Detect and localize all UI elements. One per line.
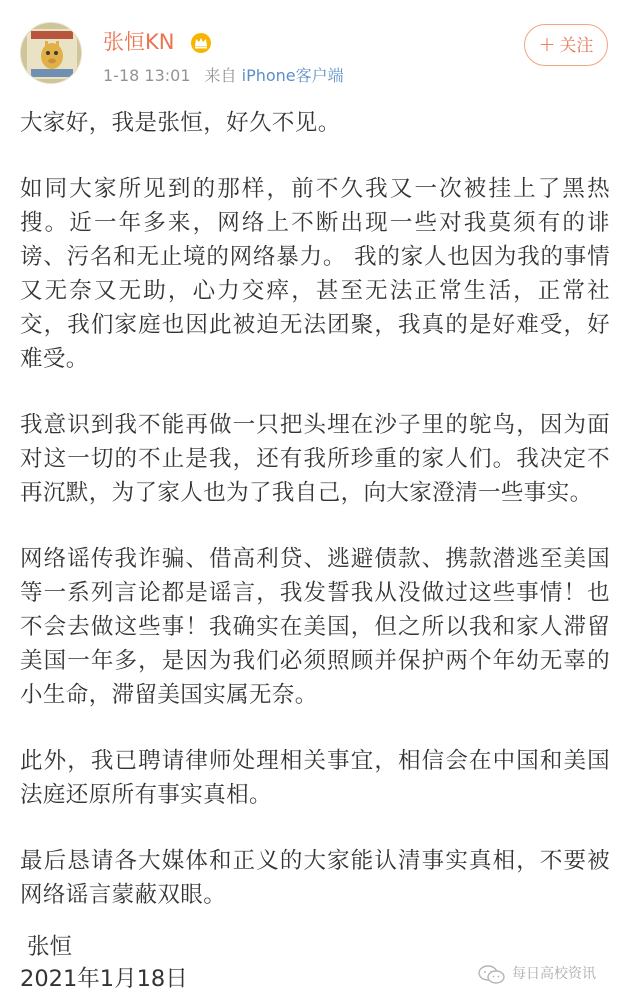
signature-name: 张恒 <box>27 934 73 960</box>
follow-button-label: 关注 <box>559 36 594 56</box>
signature-date: 2021年1月18日 <box>20 966 188 992</box>
post-timestamp: 1-18 13:01 <box>103 66 191 85</box>
body-paragraph: 如同大家所见到的那样，前不久我又一次被挂上了黑热搜。近一年多来，网络上不断出现一些对我莫须有的诽谤、污名和无止境的网络暴力。 我的家人也因为我的事情又无奈又无助，心力交瘁，甚至无法正常生活，正常社交，我们家庭也因此被迫无法团聚，我真的是好难受，好难受。 <box>20 176 610 372</box>
post-meta <box>103 64 344 88</box>
body-paragraph: 我意识到我不能再做一只把头埋在沙子里的鸵鸟，因为面对这一切的不止是我，还有我所珍重的家人们。我决定不再沉默，为了家人也为了我自己，向大家澄清一些事实。 <box>20 412 610 506</box>
plus-icon: + <box>538 32 556 56</box>
avatar-image-icon <box>21 23 82 84</box>
follow-button[interactable] <box>524 24 608 66</box>
source-prefix: 来自 <box>204 66 237 85</box>
watermark-text: 每日高校资讯 <box>512 966 596 982</box>
body-paragraph: 网络谣传我诈骗、借高利贷、逃避债款、携款潜逃至美国等一系列言论都是谣言，我发誓我从没做过这些事情！也不会去做这些事！我确实在美国，但之所以我和家人滞留美国一年多，是因为我们必须照顾并保护两个年幼无辜的小生命，滞留美国实属无奈。 <box>20 546 610 708</box>
body-paragraph: 大家好，我是张恒，好久不见。 <box>20 110 341 136</box>
body-paragraph: 最后恳请各大媒体和正义的大家能认清事实真相，不要被网络谣言蒙蔽双眼。 <box>20 848 610 908</box>
vip-crown-icon <box>190 32 212 54</box>
author-name[interactable]: 张恒KN <box>103 30 175 54</box>
body-paragraph: 此外，我已聘请律师处理相关事宜，相信会在中国和美国法庭还原所有事实真相。 <box>20 748 610 808</box>
post-body <box>20 106 610 944</box>
wechat-icon <box>478 965 506 985</box>
post-header <box>0 0 628 96</box>
post-source-link[interactable]: iPhone客户端 <box>241 66 344 85</box>
avatar[interactable] <box>20 22 82 84</box>
